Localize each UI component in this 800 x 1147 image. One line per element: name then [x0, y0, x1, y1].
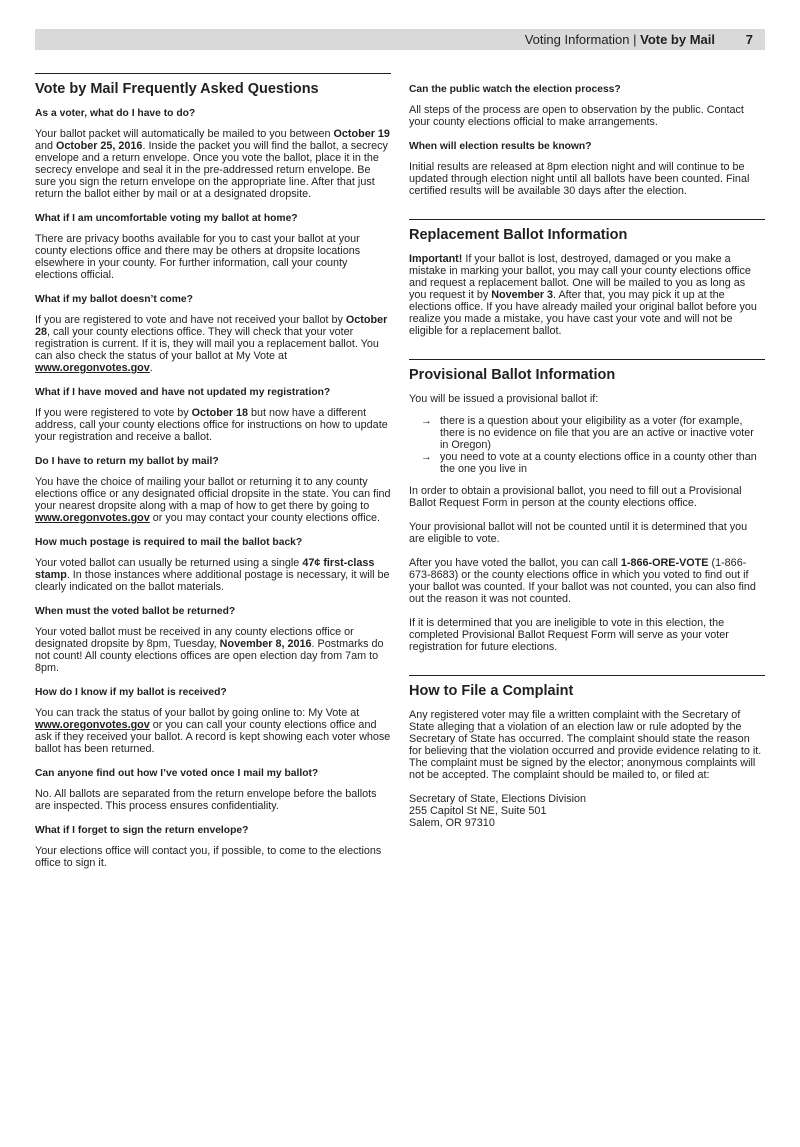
- faq-question: Can anyone find out how I’ve voted once I mail my ballot?: [35, 768, 319, 779]
- faq-question: As a voter, what do I have to do?: [35, 108, 196, 119]
- replacement-heading: Replacement Ballot Information: [409, 227, 628, 243]
- faq-heading: Vote by Mail Frequently Asked Questions: [35, 81, 319, 97]
- header-chapter: Vote by Mail: [640, 32, 715, 47]
- page-number: 7: [745, 32, 753, 47]
- faq-answer: There are privacy booths available for you to cast your ballot at your county elections office and there may be others at dropsite locations elsewhere in your county. For further information, call your county elections official.: [35, 233, 361, 281]
- faq-answer: No. All ballots are separated from the return envelope before the ballots are inspected. This process ensures confidentiality.: [35, 788, 377, 812]
- provisional-paragraph: In order to obtain a provisional ballot, you need to fill out a Provisional Ballot Request Form in person at the county elections office.: [409, 485, 742, 509]
- emphasis-text: October 28: [35, 314, 388, 338]
- faq-answer: If you are registered to vote and have not received your ballot by October 28, call your county elections office. They will check that your voter registration is current. If it is, they will mail you a replacement ballot. You can also check the status of your ballot at My Vote at www.oregonvotes.gov.: [35, 314, 388, 374]
- section-rule: [35, 73, 391, 74]
- arrow-right-icon: →: [421, 451, 432, 463]
- faq-question: When will election results be known?: [409, 141, 592, 152]
- emphasis-text: 1-866-ORE-VOTE: [620, 557, 709, 569]
- provisional-paragraphs: [409, 485, 765, 653]
- replacement-body: Important! If your ballot is lost, destroyed, damaged or you make a mistake in marking your ballot, you may call your county elections office and request a replacement ballot. One will be mailed to you as long as you request it by November 3. After that, you may pick it up at the elections office. If you have already mailed your original ballot before you realize you made a mistake, you have cast your vote and will not be eligible for a replacement ballot.: [409, 253, 757, 337]
- arrow-right-icon: →: [421, 415, 432, 427]
- provisional-paragraph: After you have voted the ballot, you can call 1-866-ORE-VOTE (1-866-673-8683) or the county elections office in which you voted to find out if your ballot was counted. If your ballot was not counted, you can also find out the reason it was not counted.: [409, 557, 756, 605]
- provisional-conditions: [409, 415, 765, 475]
- faq-question: What if my ballot doesn’t come?: [35, 294, 193, 305]
- list-item: → there is a question about your eligibility as a voter (for example, there is no evidence on file that you are an active or inactive voter in Oregon): [421, 415, 754, 451]
- faq-answer: Your elections office will contact you, if possible, to come to the elections office to sign it.: [35, 845, 382, 869]
- provisional-intro: You will be issued a provisional ballot if:: [409, 393, 599, 405]
- website-link[interactable]: www.oregonvotes.gov: [35, 512, 150, 524]
- faq-answer: You can track the status of your ballot by going online to: My Vote at www.oregonvotes.gov or you can call your county elections office and ask if they received your ballot. A record is kept showing each voter whose ballot has been returned.: [35, 707, 391, 755]
- list-item: → you need to vote at a county elections office in a county other than the one you live in: [421, 451, 757, 475]
- emphasis-text: Important!: [409, 253, 463, 265]
- address-line: Secretary of State, Elections Division: [409, 793, 587, 805]
- faq-answer: Your ballot packet will automatically be mailed to you between October 19 and October 25, 2016. Inside the packet you will find the ballot, a secrecy envelope and a return envelope. Once you vote the ballot, place it in the secrecy envelope and seal it in the pre-addressed return envelope. Be sure you sign the return envelope on the appropriate line. After that just return the ballot either by mail or at a designated dropsite.: [35, 128, 390, 200]
- address-line: 255 Capitol St NE, Suite 501: [409, 805, 547, 817]
- faq-list-continued: [409, 83, 765, 197]
- faq-question: What if I have moved and have not updated my registration?: [35, 387, 331, 398]
- faq-question: Can the public watch the election process?: [409, 84, 621, 95]
- faq-question: What if I forget to sign the return envelope?: [35, 825, 249, 836]
- emphasis-text: October 18: [191, 407, 249, 419]
- faq-answer: All steps of the process are open to observation by the public. Contact your county elections official to make arrangements.: [409, 104, 744, 128]
- section-rule: [409, 675, 765, 676]
- faq-question: How much postage is required to mail the ballot back?: [35, 537, 303, 548]
- faq-answer: You have the choice of mailing your ballot or returning it to any county elections office or any designated official dropsite in the state. You can find your nearest dropsite along with a map of how to get there by going to www.oregonvotes.gov or you may contact your county elections office.: [35, 476, 391, 524]
- provisional-heading: Provisional Ballot Information: [409, 367, 616, 383]
- faq-answer: Initial results are released at 8pm election night and will continue to be updated through election night until all ballots have been counted. Final certified results will be available 30 days after the election.: [409, 161, 750, 197]
- website-link[interactable]: www.oregonvotes.gov: [35, 362, 150, 374]
- emphasis-text: 47¢ first-class stamp: [35, 557, 375, 581]
- emphasis-text: November 8, 2016: [219, 638, 312, 650]
- emphasis-text: October 19: [333, 128, 390, 140]
- faq-question: How do I know if my ballot is received?: [35, 687, 227, 698]
- mailing-address: [409, 793, 765, 829]
- provisional-paragraph: Your provisional ballot will not be counted until it is determined that you are eligible to vote.: [409, 521, 748, 545]
- faq-answer: If you were registered to vote by October 18 but now have a different address, call your county elections office for instructions on how to update your registration and receive a ballot.: [35, 407, 388, 443]
- website-link[interactable]: www.oregonvotes.gov: [35, 719, 150, 731]
- emphasis-text: November 3: [491, 289, 554, 301]
- section-rule: [409, 359, 765, 360]
- page-header: [35, 29, 765, 50]
- complaint-heading: How to File a Complaint: [409, 683, 574, 699]
- faq-answer: Your voted ballot must be received in any county elections office or designated dropsite by 8pm, Tuesday, November 8, 2016. Postmarks do not count! All county elections offices are open election day from 7am to 8pm.: [35, 626, 384, 674]
- header-title: [525, 32, 715, 47]
- header-section: Voting Information |: [524, 32, 641, 47]
- faq-list: [35, 107, 391, 869]
- section-rule: [409, 219, 765, 220]
- left-column: [35, 73, 391, 881]
- faq-question: Do I have to return my ballot by mail?: [35, 456, 219, 467]
- emphasis-text: October 25, 2016: [56, 140, 143, 152]
- provisional-paragraph: If it is determined that you are ineligible to vote in this election, the completed Provisional Ballot Request Form will serve as your voter registration for future elections.: [409, 617, 729, 653]
- right-column: [409, 73, 765, 829]
- address-line: Salem, OR 97310: [409, 817, 495, 829]
- faq-answer: Your voted ballot can usually be returned using a single 47¢ first-class stamp. In those instances where additional postage is necessary, it will be clearly indicated on the ballot materials.: [35, 557, 390, 593]
- faq-question: What if I am uncomfortable voting my ballot at home?: [35, 213, 298, 224]
- complaint-body: Any registered voter may file a written complaint with the Secretary of State alleging that a violation of an election law or rule adopted by the Secretary of State has occurred. The complaint should state the reason for believing that the violation occurred and provide evidence relating to it. The complaint must be signed by the elector; anonymous complaints will not be accepted. The complaint should be mailed to, or filed at:: [409, 709, 762, 781]
- faq-question: When must the voted ballot be returned?: [35, 606, 236, 617]
